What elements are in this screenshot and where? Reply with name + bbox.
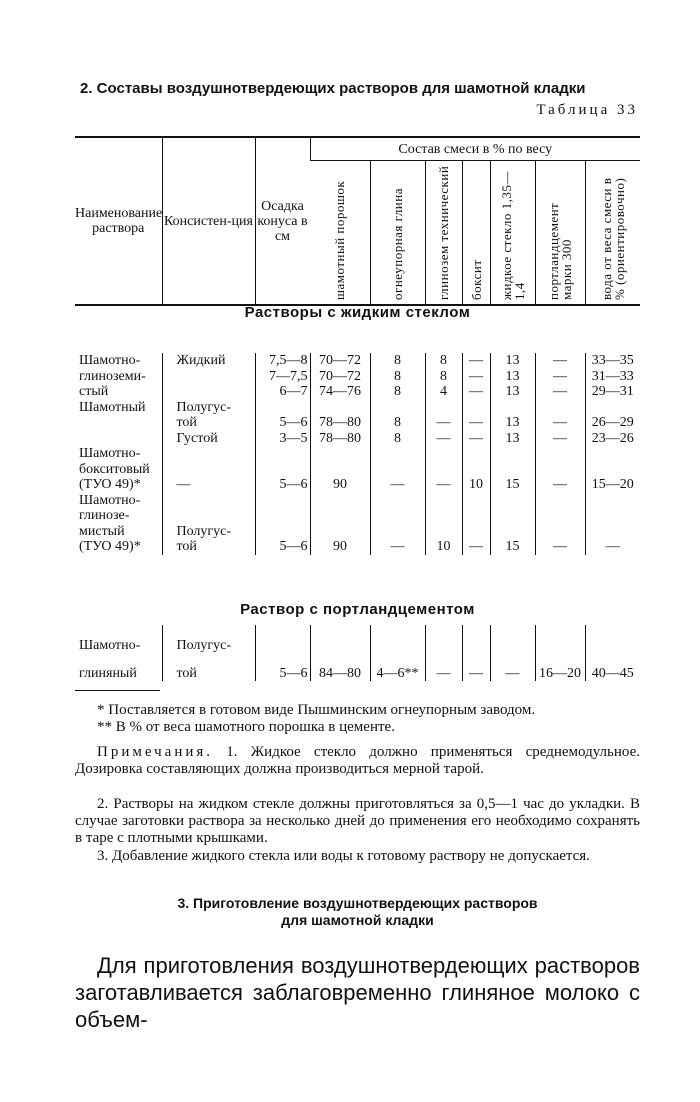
cell-alumina [425,508,462,524]
table-row [75,524,640,540]
cell-fireclay: — [370,539,425,555]
cell-name: глиноземи- [79,368,146,384]
cell-slump: 5—6 [255,653,310,681]
cell-fireclay [370,508,425,524]
notes-label: Примечания. [97,744,214,760]
cell-alumina: 4 [425,384,462,400]
cell-slump: 7,5—8 [255,353,310,369]
header-fireclay: огнеупорная глина [390,188,405,300]
table-row [75,508,640,524]
table-header [75,136,640,306]
table-row [75,539,640,555]
cell-cement: — [535,415,585,431]
cell-water [585,462,640,478]
cell-water: 33—35 [585,353,640,369]
section-3-heading-line-1: 3. Приготовление воздушнотвердеющих растворов [177,895,538,911]
cell-consistency: той [162,653,255,681]
cell-chamotte: 70—72 [310,353,370,369]
header-portland-cement: портландцемент марки 300 [546,202,574,300]
cell-name: мистый [79,523,125,539]
cell-fireclay [370,446,425,462]
note-3: 3. Добавление жидкого стекла или воды к готовому раствору не допускается. [97,848,590,864]
cell-alumina: — [425,653,462,681]
cell-consistency: той [162,539,255,555]
cell-water: 15—20 [585,477,640,493]
cell-alumina: — [425,431,462,447]
cell-alumina: 8 [425,353,462,369]
cell-consistency: Полугус- [162,400,255,416]
cell-chamotte [310,524,370,540]
table-row [75,384,640,400]
cell-name: стый [79,384,109,400]
cell-bauxite: 10 [462,477,490,493]
cell-bauxite: — [462,384,490,400]
cell-water-glass: 13 [490,353,535,369]
cell-bauxite [462,493,490,509]
header-slump: Осадка конуса в см [255,137,310,305]
header-water-glass: жидкое стекло 1,35—1,4 [498,171,527,300]
cell-chamotte [310,400,370,416]
cell-alumina [425,400,462,416]
table-body-portland-cement [75,625,640,681]
table-row [75,369,640,385]
cell-bauxite [462,524,490,540]
cell-alumina [425,625,462,653]
cell-water [585,446,640,462]
cell-alumina: 8 [425,369,462,385]
note-2: 2. Растворы на жидком стекле должны приготовляться за 0,5—1 час до укладки. В случае заготовки раствора за несколько дней до применения его необходимо сохранять в таре с плотными крышками. [75,796,640,846]
cell-water [585,508,640,524]
cell-cement [535,400,585,416]
cell-slump [255,462,310,478]
footnote-1: * Поставляется в готовом виде Пышминским огнеупорным заводом. [97,702,536,718]
cell-cement [535,462,585,478]
section-water-glass: Растворы с жидким стеклом [244,304,471,321]
cell-chamotte [310,493,370,509]
cell-fireclay [370,625,425,653]
cell-water: 40—45 [585,653,640,681]
cell-water-glass [490,446,535,462]
cell-name: Шамотно- [79,446,141,462]
cell-alumina: 10 [425,539,462,555]
cell-fireclay: 8 [370,415,425,431]
cell-name [75,415,162,431]
cell-consistency: Жидкий [162,353,255,369]
cell-slump: 5—6 [255,477,310,493]
section-3-heading-line-2: для шамотной кладки [281,912,434,928]
cell-water-glass [490,508,535,524]
cell-alumina: — [425,477,462,493]
cell-chamotte: 74—76 [310,384,370,400]
cell-cement: — [535,539,585,555]
cell-water-glass: 13 [490,369,535,385]
header-composition-group: Состав смеси в % по весу [310,137,640,161]
cell-alumina [425,524,462,540]
cell-chamotte [310,508,370,524]
cell-slump: 6—7 [255,384,310,400]
cell-fireclay: 8 [370,353,425,369]
cell-water: — [585,539,640,555]
footnote-2: ** В % от веса шамотного порошка в цементе. [97,719,395,735]
cell-bauxite: — [462,353,490,369]
note-1 [75,744,640,778]
cell-fireclay [370,524,425,540]
cell-name: Шамотно- [79,492,141,508]
table-title: 2. Составы воздушнотвердеющих растворов для шамотной кладки [80,80,586,97]
cell-water: 23—26 [585,431,640,447]
header-chamotte-powder: шамотный порошок [332,180,348,300]
cell-cement [535,625,585,653]
cell-chamotte: 84—80 [310,653,370,681]
cell-consistency [162,384,255,400]
cell-name: (ТУО 49)* [79,477,141,493]
cell-consistency [162,446,255,462]
cell-alumina [425,462,462,478]
cell-bauxite [462,400,490,416]
cell-chamotte [310,625,370,653]
cell-name: Шамотно- [79,638,141,653]
cell-chamotte: 70—72 [310,369,370,385]
cell-slump [255,493,310,509]
cell-chamotte: 90 [310,477,370,493]
cell-name [75,431,162,447]
cell-cement [535,493,585,509]
cell-alumina: — [425,415,462,431]
header-bauxite: боксит [468,259,484,300]
table-row [75,493,640,509]
cell-water-glass: 13 [490,431,535,447]
cell-consistency: Густой [162,431,255,447]
cell-slump [255,446,310,462]
cell-chamotte [310,462,370,478]
table-row [75,653,640,681]
cell-chamotte: 78—80 [310,415,370,431]
cell-alumina [425,493,462,509]
table-row [75,431,640,447]
cell-fireclay: 4—6** [370,653,425,681]
cell-slump: 5—6 [255,539,310,555]
cell-fireclay [370,493,425,509]
cell-alumina [425,446,462,462]
cell-bauxite [462,446,490,462]
cell-cement [535,446,585,462]
cell-slump: 3—5 [255,431,310,447]
cell-name: глинозе- [79,508,130,524]
cell-slump [255,400,310,416]
cell-bauxite [462,508,490,524]
cell-consistency [162,462,255,478]
cell-bauxite: — [462,431,490,447]
cell-name: Шамотный [79,399,146,415]
cell-water-glass: 13 [490,384,535,400]
header-alumina: глинозем технический [436,165,451,300]
note-1-text: 1. Жидкое стекло должно применяться среднемодульное. Дозировка составляющих должна производиться мерной тарой. [75,744,640,777]
cell-consistency: той [162,415,255,431]
cell-cement: — [535,353,585,369]
section-3-heading [75,895,640,929]
cell-bauxite: — [462,539,490,555]
footnote-divider [75,690,160,691]
cell-slump [255,508,310,524]
cell-cement [535,524,585,540]
cell-bauxite [462,625,490,653]
cell-fireclay: 8 [370,431,425,447]
table-number: Таблица 33 [536,102,638,118]
cell-consistency: Полугус- [162,524,255,540]
cell-name: глиняный [79,666,137,681]
header-consistency: Консистен-ция [162,137,255,305]
cell-cement: — [535,477,585,493]
cell-consistency: — [162,477,255,493]
cell-consistency: Полугус- [162,625,255,653]
cell-water-glass [490,462,535,478]
table-row [75,625,640,653]
cell-water-glass: — [490,653,535,681]
cell-slump: 7—7,5 [255,369,310,385]
cell-slump [255,625,310,653]
cell-chamotte: 90 [310,539,370,555]
cell-water: 26—29 [585,415,640,431]
cell-fireclay: — [370,477,425,493]
header-name: Наименование раствора [75,206,163,236]
cell-slump [255,524,310,540]
cell-chamotte [310,446,370,462]
body-paragraph: Для приготовления воздушнотвердеющих растворов заготавливается заблаговременно глиняное молоко с объем- [75,953,640,1032]
cell-water-glass [490,524,535,540]
cell-cement: — [535,384,585,400]
cell-name: Шамотно- [79,353,141,369]
cell-slump: 5—6 [255,415,310,431]
cell-cement: 16—20 [535,653,585,681]
cell-chamotte: 78—80 [310,431,370,447]
cell-bauxite: — [462,653,490,681]
cell-bauxite: — [462,415,490,431]
cell-name: бокситовый [79,461,150,477]
cell-cement: — [535,431,585,447]
table-row [75,462,640,478]
cell-fireclay [370,462,425,478]
table-row [75,415,640,431]
cell-water: 29—31 [585,384,640,400]
header-water: вода от веса смеси в % (ориентировочно) [598,177,627,300]
cell-cement: — [535,369,585,385]
cell-water [585,400,640,416]
table-row [75,446,640,462]
cell-bauxite: — [462,369,490,385]
cell-fireclay: 8 [370,369,425,385]
cell-water [585,493,640,509]
table-row [75,353,640,369]
cell-name: (ТУО 49)* [79,539,141,555]
cell-water-glass [490,493,535,509]
cell-bauxite [462,462,490,478]
cell-consistency [162,493,255,509]
cell-water [585,625,640,653]
table-row [75,477,640,493]
cell-cement [535,508,585,524]
cell-water-glass: 15 [490,477,535,493]
cell-water-glass [490,400,535,416]
cell-water-glass: 15 [490,539,535,555]
cell-consistency [162,508,255,524]
table-body-water-glass [75,353,640,555]
cell-water-glass: 13 [490,415,535,431]
cell-fireclay [370,400,425,416]
cell-water [585,524,640,540]
table-row [75,400,640,416]
cell-fireclay: 8 [370,384,425,400]
section-portland-cement: Раствор с портландцементом [240,601,475,618]
cell-water-glass [490,625,535,653]
cell-consistency [162,369,255,385]
cell-water: 31—33 [585,369,640,385]
